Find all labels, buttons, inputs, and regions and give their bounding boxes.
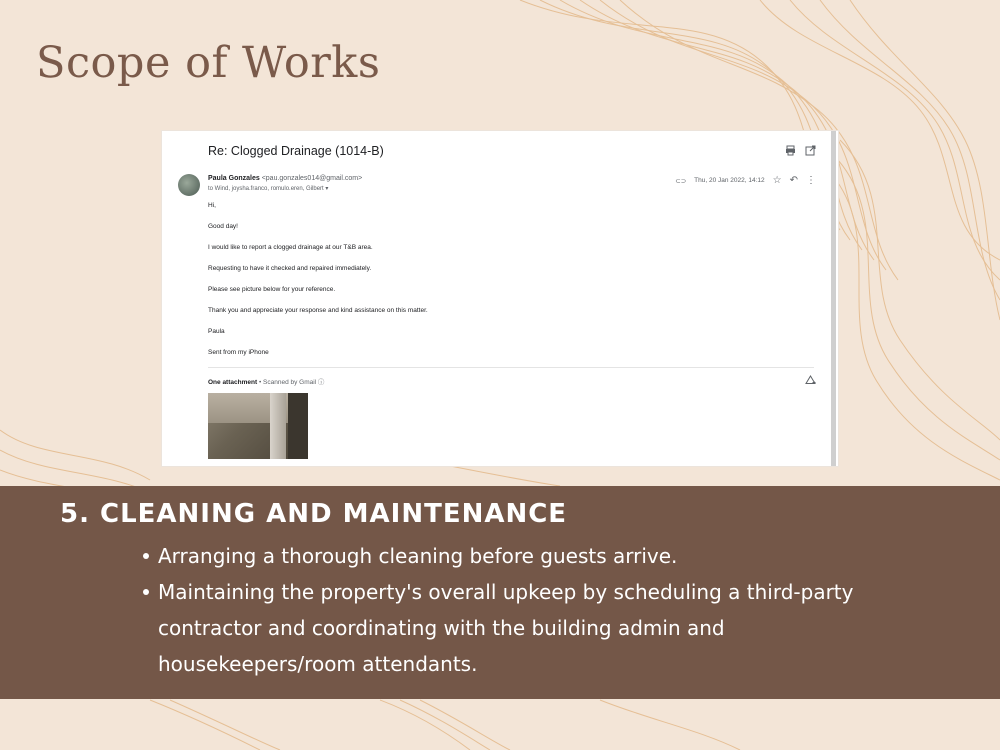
star-icon[interactable]: ☆ xyxy=(772,175,782,186)
print-icon[interactable] xyxy=(785,145,796,156)
attachment-header xyxy=(208,377,324,386)
email-body xyxy=(208,202,428,370)
body-line: Thank you and appreciate your response and kind assistance on this matter. xyxy=(208,307,428,314)
body-line: Please see picture below for your reference. xyxy=(208,286,336,293)
body-line: I would like to report a clogged drainage at our T&B area. xyxy=(208,244,373,251)
body-line: Paula xyxy=(208,328,225,335)
avatar xyxy=(178,174,200,196)
more-vert-icon[interactable]: ⋮ xyxy=(806,175,816,186)
body-line: Hi, xyxy=(208,202,216,209)
recipients[interactable] xyxy=(208,185,328,192)
slide-title: Scope of Works xyxy=(36,38,381,88)
attachment-thumbnail[interactable] xyxy=(208,393,308,459)
open-new-window-icon[interactable] xyxy=(805,145,816,156)
recipients-text: to Wind, joysha.franco, romulo.eren, Gilbert xyxy=(208,186,324,192)
section-heading: 5. CLEANING AND MAINTENANCE xyxy=(60,499,568,529)
scrollbar xyxy=(831,131,836,466)
list-item: Maintaining the property's overall upkeep by scheduling a third-party contractor and coordinating with the building admin and housekeepers/room attendants. xyxy=(158,574,878,682)
attachment-label: One attachment xyxy=(208,379,258,386)
body-line: Requesting to have it checked and repaired immediately. xyxy=(208,265,372,272)
email-date: Thu, 20 Jan 2022, 14:12 xyxy=(694,177,765,184)
divider xyxy=(208,367,814,368)
bullet-list xyxy=(158,538,878,682)
email-subject: Re: Clogged Drainage (1014-B) xyxy=(208,144,384,158)
list-item: Arranging a thorough cleaning before guests arrive. xyxy=(158,538,878,574)
sender xyxy=(208,175,362,182)
body-line: Sent from my iPhone xyxy=(208,349,269,356)
attachment-clip-icon: ⊂⊃ xyxy=(675,177,687,185)
attachment-scan-note: • Scanned by Gmail ⓘ xyxy=(258,379,325,386)
add-to-drive-icon[interactable] xyxy=(805,375,816,386)
sender-name: Paula Gonzales xyxy=(208,175,260,182)
body-line: Good day! xyxy=(208,223,238,230)
sender-email: <pau.gonzales014@gmail.com> xyxy=(261,175,363,182)
email-screenshot xyxy=(162,131,838,466)
chevron-down-icon: ▾ xyxy=(325,186,329,192)
reply-icon[interactable]: ↶ xyxy=(789,175,798,186)
